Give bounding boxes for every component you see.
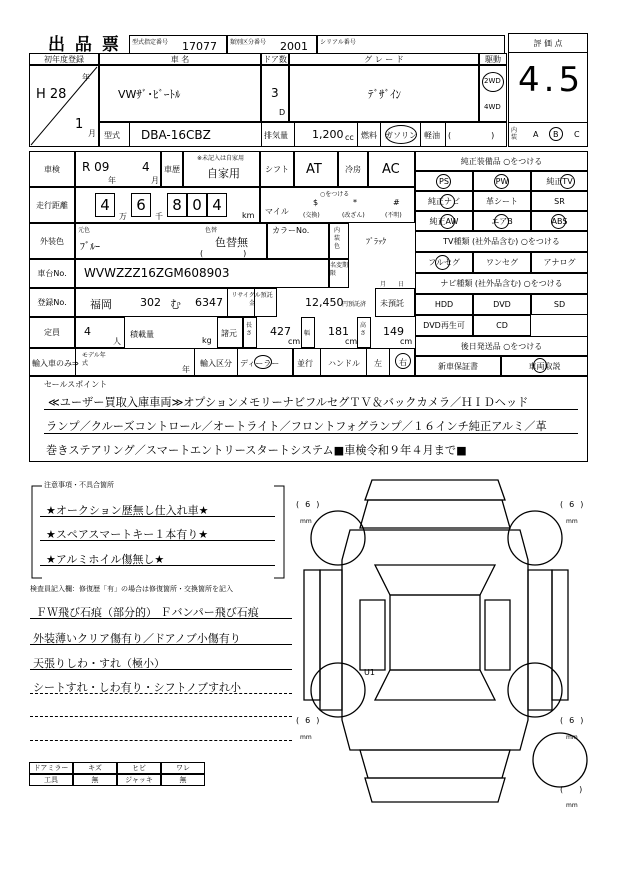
equip-tv: 純正TV [531,171,588,191]
interior-c: C [574,130,580,139]
equip-ps: PS [415,171,473,191]
diagram-windshield [375,565,495,595]
mileage-digit-4: 0 [187,193,207,217]
sales-label: セールスポイント [44,380,108,389]
ac-label-cell [338,151,368,187]
tire-rl-mm: mm [300,734,312,741]
name-value: VWｻﾞ･ﾋﾞｰﾄﾙ [118,88,181,101]
sales-line-3: 巻きステアリング／スマートエントリースタートシステム■車検令和９年４月まで■ [46,444,467,457]
tire-rl-depth: ( 6 ) [296,716,320,725]
damage-header-2: キズ [73,762,117,774]
shaken-year: 年 [108,176,116,185]
vin-label-cell [29,259,75,288]
load-unit: kg [202,336,212,345]
damage-value-3: ジャッキ [117,774,161,786]
doors-label: ドア数 [261,53,289,65]
mileage-digit-5: 4 [207,193,227,217]
inspector-line-1: ＦＷ飛び石痕（部分的） Ｆバンパー飛び石痕 [36,606,259,619]
color-no-label: カラーNo. [272,226,310,235]
mile-opt1-label: (交換) [303,212,320,219]
width-unit: cm [345,337,358,346]
recycle-value: 12,450 [305,296,344,309]
diagram-glass-right [485,600,510,670]
mile-mark-note: ○をつける [320,191,350,198]
equipment-title: 純正装備品 ○をつける [415,151,588,171]
manual-label: 車両取説 [501,356,588,376]
class-box [227,35,317,54]
diagram-hood [360,500,510,528]
diagram-door-left [304,570,320,700]
inspector-underline-5 [30,716,292,717]
equip-pw: PW [473,171,531,191]
diagram-roof-front [365,480,505,500]
nav-title: ナビ種類 (社外品含む) ○をつける [415,273,588,294]
model-cert-label: 型式指定番号 [132,39,169,46]
class-value: 2001 [280,40,308,53]
nav-sd: SD [531,294,588,315]
parallel: 並行 [297,359,313,368]
mile-opt3-symbol: # [393,198,400,207]
tire-fl-depth: ( 6 ) [296,500,320,509]
notes-label: 注意事項・不具合箇所 [44,481,114,489]
damage-value-4: 無 [161,774,205,786]
left: 左 [374,359,382,368]
sales-underline-1 [44,409,578,410]
height-value: 149 [383,325,404,338]
interior-label: 内装 [511,127,518,141]
grade-label: グ レ ー ド [289,53,479,65]
equip-aw: 純正AW [415,211,473,231]
note-underline-1 [40,516,275,517]
mile-opt2-label: (改ざん) [342,212,365,219]
tire-fl-mm: mm [300,518,312,525]
history-label: 車歴 [164,164,180,174]
diagram-rear-window [375,670,495,700]
equip-airbag-circle [494,214,509,229]
note-underline-3 [40,565,275,566]
displacement-value: 1,200 [312,128,344,141]
sales-line-2: ランプ／クルーズコントロール／オートライト／フロントフォグランプ／１６インチ純正アルミ／革 [46,420,547,433]
diagram-tire-front-left [311,511,365,565]
inspector-underline-4 [30,693,292,694]
note-item-1: ★オークション歴無し仕入れ車★ [46,504,209,517]
equip-abs-circle [551,214,566,229]
capacity-label: 定員 [44,328,60,337]
height-label: 高さ [360,322,367,337]
shaken-label: 車検 [44,164,60,174]
load-label: 積載量 [130,330,154,339]
sales-underline-2 [44,433,578,434]
interior-color: ﾌﾞﾗｯｸ [366,237,386,246]
tire-fl-value: 6 [305,500,311,509]
grade-value: ﾃﾞｻﾞｲﾝ [368,88,401,101]
inspector-line-3: 天張りしわ・すれ（極小） [33,657,165,670]
later-title: 後日発送品 ○をつける [415,336,588,356]
tire-rl-value: 6 [305,716,311,725]
tire-fr-mm: mm [566,518,578,525]
ac-value: AC [382,162,400,177]
manual-circle [533,358,547,373]
width-value: 181 [328,325,349,338]
capacity-unit: 人 [113,337,121,346]
warranty-label: 新車保証書 [415,356,501,376]
spare-depth: ( ) [560,785,583,794]
shaken-label-cell [29,151,75,187]
model-cert-value: 17077 [182,40,217,53]
reg-label-cell [29,288,75,317]
mileage-digit-1: 4 [95,193,115,217]
mileage-sen: 千 [155,212,163,221]
diagram-spare-tire [533,733,587,787]
history-note: ※未記入は自家用 [197,155,245,162]
width-label: 幅 [304,330,311,337]
shaken-month-unit: 月 [151,176,159,185]
dvd-label: DVD再生可 [415,315,473,336]
inspector-underline-3 [30,669,292,670]
equip-sr: SR [531,191,588,211]
inspector-line-2: 外装薄いクリア傷有り／ドアノブ小傷有り [33,632,241,645]
reg-class: 302 [140,296,161,309]
model-label-divider [129,122,130,147]
recycle-status: 未預託 [380,299,404,308]
inspector-line-4: シートすれ・しわ有り・シフトノブすれ小 [33,681,242,694]
equip-airbag: エアB [473,211,531,231]
diagram-rear-bumper [365,778,505,802]
model-label: 型式 [104,131,120,140]
mileage-digit-3: 8 [167,193,187,217]
diagram-trunk [360,750,510,778]
tire-rr-value: 6 [569,716,575,725]
model-year-label: モデル年式 [82,352,106,367]
equip-ps-circle [436,174,451,189]
mileage-label: 走行距離 [36,200,68,210]
diagram-roof [390,595,480,670]
inspector-underline-2 [30,644,292,645]
tv-oneseg: ワンセグ [473,252,531,273]
tv-fullseg-circle [435,255,450,270]
score-label: 評 価 点 [508,33,588,53]
diagram-tire-front-right [508,511,562,565]
model-year-unit: 年 [182,365,190,374]
reg-kana: む [170,298,181,311]
diagram-body [342,530,528,750]
mileage-label-cell [29,187,75,223]
equip-abs: ABS [531,211,588,231]
first-reg-month: 1 [75,117,84,132]
orig-color-label: 元色 [78,227,91,234]
drive-4wd: 4WD [484,103,501,111]
mile-opt2-symbol: * [353,198,357,207]
equip-navi-circle [440,194,455,209]
shift-label-cell [260,151,294,187]
fuel-value: ガソリン [385,131,417,140]
nav-hdd: HDD [415,294,473,315]
interior-b: B [553,130,559,139]
equip-aw-circle [440,214,455,229]
tv-analog: アナログ [531,252,588,273]
orig-color: ﾌﾞﾙｰ [80,242,100,253]
damage-value-1: 工具 [29,774,73,786]
len-label: 長さ [246,322,253,337]
mileage-km: km [242,211,255,220]
interior-color-label: 内装色 [334,227,341,250]
diagram-u1-label: U1 [364,668,375,677]
height-unit: cm [400,337,413,346]
right: 右 [399,358,407,367]
note-item-2: ★スペアスマートキー１本有り★ [46,528,209,541]
vin-label: 車台No. [37,269,67,278]
drive-2wd: 2WD [484,77,501,85]
capacity-value: 4 [84,325,91,338]
first-reg-month-unit: 月 [88,129,96,138]
model-value: DBA-16CBZ [141,128,211,142]
import-label: 輸入車のみ⇒ [32,359,79,368]
light-label: 軽油 [424,131,440,140]
cd-label: CD [473,315,531,336]
paint-label: 色替 [205,227,218,234]
score-value: 4.5 [518,60,585,100]
dims-label: 諸元 [221,329,237,338]
drive-label: 駆動 [479,53,507,65]
reg-num: 6347 [195,296,223,309]
note-item-3: ★アルミホイル傷無し★ [46,553,165,566]
diagram-side-left [320,570,342,710]
tire-rr-mm: mm [566,734,578,741]
mile-label: マイル [265,207,289,216]
displacement-unit: cc [345,133,354,142]
tire-fr-value: 6 [569,500,575,509]
equip-pw-circle [494,174,509,189]
first-reg-year-unit: 年 [82,73,90,82]
diagram-tire-rear-right [508,663,562,717]
diagram-side-right [528,570,552,710]
len-unit: cm [288,337,301,346]
fuel-paren: ( ) [448,131,495,140]
diagram-tire-rear-left [311,663,365,717]
recycle-label: リサイクル預託金 [231,292,273,307]
tv-fullseg: フルセグ [415,252,473,273]
form-title: 出 品 票 [48,35,121,55]
import-class-label: 輸入区分 [200,359,232,368]
ac-label: 冷房 [345,164,361,174]
handle-label: ハンドル [328,359,360,368]
interior-a: A [533,130,539,139]
color-label: 外装色 [40,236,64,246]
mileage-digit-2: 6 [131,193,151,217]
paint-value: 色替無 [215,236,248,249]
vin-value: WVWZZZ16ZGM608903 [84,266,230,280]
fuel-label: 燃料 [361,131,377,140]
serial-label: シリアル番号 [320,39,356,46]
class-label: 類別区分番号 [230,39,267,46]
inspector-label: 検査員記入欄：修復歴「有」の場合は修復箇所・交換箇所を記入 [30,585,233,593]
mileage-man: 万 [119,212,127,221]
shift-label: シフト [265,164,289,174]
equip-navi: 純正ナビ [415,191,473,211]
damage-header-3: ヒビ [117,762,161,774]
inspector-underline-1 [30,618,292,619]
nav-dvd: DVD [473,294,531,315]
displacement-label: 排気量 [264,131,288,140]
model-cert-box [129,35,227,54]
paint-paren: ( ) [200,249,247,258]
len-value: 427 [270,325,291,338]
mile-opt1-symbol: $ [313,198,319,207]
diagram-glass-left [360,600,385,670]
capacity-label-cell [29,317,75,348]
recycle-unit: 円預託済 [342,301,367,308]
damage-header-1: ドアミラー [29,762,73,774]
car-diagram [290,470,590,810]
first-reg-label: 初年度登録 [29,53,99,65]
spare-mm: mm [566,802,578,809]
reg-area: 福岡 [90,298,112,311]
sales-line-1: ≪ユーザー買取入庫車両≫オプションメモリーナビフルセグＴＶ＆バックカメラ／ＨＩＤヘッド [48,396,529,409]
history-label-cell [161,151,183,187]
equip-leather: 革シート [473,191,531,211]
damage-value-2: 無 [73,774,117,786]
serial-box [317,35,505,54]
doors-sub: D [279,108,286,117]
tv-title: TV種類 (社外品含む) ○をつける [415,231,588,252]
shaken-value: R 09 [82,160,110,174]
doors-value: 3 [271,86,279,100]
dealer: ディーラー [240,359,280,368]
history-value: 自家用 [207,167,240,180]
reg-label: 登録No. [37,298,67,307]
color-label-cell [29,223,75,259]
equip-tv-circle [560,174,575,189]
name-label: 車 名 [99,53,261,65]
mile-opt3-label: (不明) [385,212,402,219]
inspector-underline-6 [30,740,292,741]
first-reg-era: H 28 [36,87,67,102]
tire-fr-depth: ( 6 ) [560,500,584,509]
tire-rr-depth: ( 6 ) [560,716,584,725]
name-change-label: 名変期限 [330,262,349,277]
name-change-date: 月 日 [380,281,405,288]
note-underline-2 [40,540,275,541]
damage-header-4: ワレ [161,762,205,774]
shaken-month: 4 [142,160,150,174]
shift-value: AT [306,162,322,177]
